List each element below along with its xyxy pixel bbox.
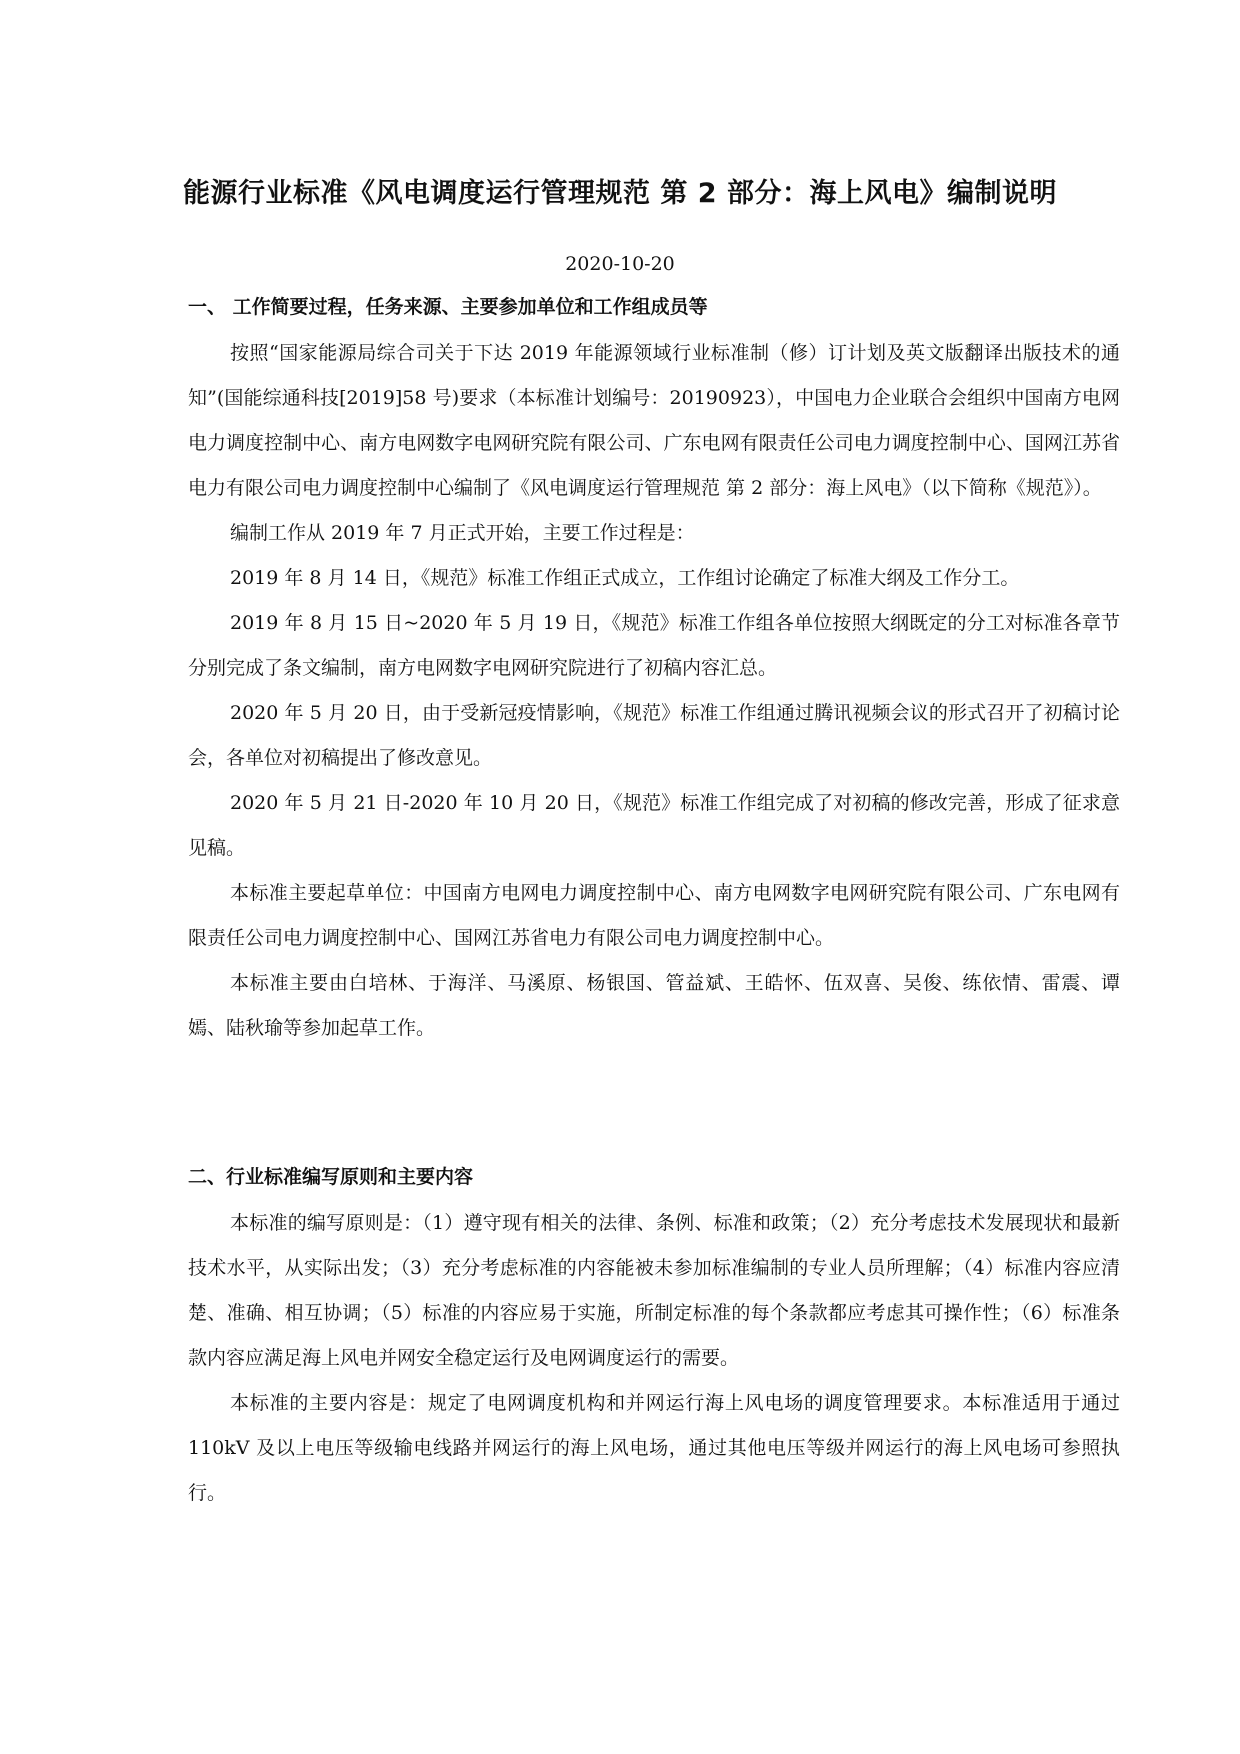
paragraph: 2019 年 8 月 15 日~2020 年 5 月 19 日，《规范》标准工作组各单位按照大纲既定的分工对标准各章节分别完成了条文编制，南方电网数字电网研究院进行了初稿内容汇总。 bbox=[188, 612, 1120, 679]
paragraph: 编制工作从 2019 年 7 月正式开始，主要工作过程是： bbox=[230, 522, 695, 544]
document-title: 能源行业标准《风电调度运行管理规范 第 2 部分：海上风电》编制说明 bbox=[183, 178, 1057, 209]
paragraph: 2020 年 5 月 20 日，由于受新冠疫情影响，《规范》标准工作组通过腾讯视频会议的形式召开了初稿讨论会，各单位对初稿提出了修改意见。 bbox=[188, 702, 1120, 769]
paragraph: 按照“国家能源局综合司关于下达 2019 年能源领域行业标准制（修）订计划及英文版翻译出版技术的通知”(国能综通科技[2019]58 号)要求（本标准计划编号：20190923），中国电力企业联合会组织中国南方电网电力调度控制中心、南方电网数字电网研究院有限公司、广东电网有限责任公司电力调度控制中心、国网江苏省电力有限公司电力调度控制中心编制了《风电调度运行管理规范 第 2 部分：海上风电》（以下简称《规范》）。 bbox=[188, 342, 1120, 499]
paragraph: 本标准主要起草单位：中国南方电网电力调度控制中心、南方电网数字电网研究院有限公司、广东电网有限责任公司电力调度控制中心、国网江苏省电力有限公司电力调度控制中心。 bbox=[188, 882, 1120, 949]
paragraph: 本标准主要由白培林、于海洋、马溪原、杨银国、管益斌、王皓怀、伍双喜、吴俊、练依情、雷震、谭嫣、陆秋瑜等参加起草工作。 bbox=[188, 972, 1120, 1039]
section-principles-content bbox=[188, 1163, 1120, 1516]
section-heading: 二、行业标准编写原则和主要内容 bbox=[188, 1166, 474, 1188]
paragraph: 2019 年 8 月 14 日，《规范》标准工作组正式成立，工作组讨论确定了标准大纲及工作分工。 bbox=[230, 567, 1020, 589]
paragraph: 本标准的编写原则是：（1）遵守现有相关的法律、条例、标准和政策；（2）充分考虑技术发展现状和最新技术水平，从实际出发；（3）充分考虑标准的内容能被未参加标准编制的专业人员所理解；（4）标准内容应清楚、准确、相互协调；（5）标准的内容应易于实施，所制定标准的每个条款都应考虑其可操作性；（6）标准条款内容应满足海上风电并网安全稳定运行及电网调度运行的需要。 bbox=[188, 1212, 1120, 1369]
paragraph: 2020 年 5 月 21 日-2020 年 10 月 20 日，《规范》标准工作组完成了对初稿的修改完善，形成了征求意见稿。 bbox=[188, 792, 1120, 859]
document-date: 2020-10-20 bbox=[565, 253, 675, 275]
section-heading: 一、 工作简要过程，任务来源、主要参加单位和工作组成员等 bbox=[188, 296, 708, 318]
section-work-process bbox=[188, 293, 1120, 1051]
paragraph: 本标准的主要内容是：规定了电网调度机构和并网运行海上风电场的调度管理要求。本标准适用于通过 110kV 及以上电压等级输电线路并网运行的海上风电场，通过其他电压等级并网运行的海上风电场可参照执行。 bbox=[188, 1392, 1120, 1504]
